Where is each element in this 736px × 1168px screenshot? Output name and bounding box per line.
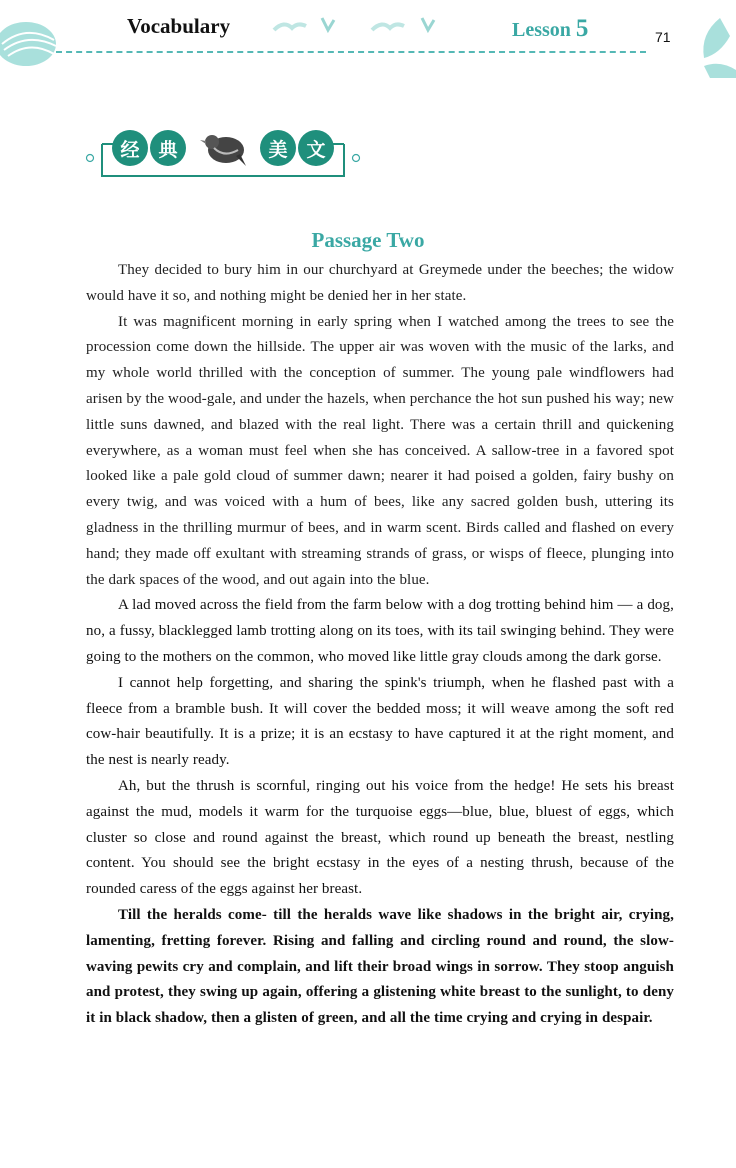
passage-body <box>86 258 674 1032</box>
paragraph: Ah, but the thrush is scornful, ringing out his voice from the hedge! He sets his breast against the mud, models it warm for the turquoise eggs—blue, blue, bluest of eggs, which cluster so close and round against the breast, which round up beneath the breast, nestling content. You should see the bright ecstasy in the eyes of a nesting thrush, because of the rounded caress of the eggs against her breast. <box>86 777 674 898</box>
page-header <box>0 0 736 90</box>
classic-prose-banner <box>84 124 364 184</box>
header-divider <box>56 51 646 53</box>
badge-dian: 典 <box>150 130 186 166</box>
badge-jing: 经 <box>112 130 148 166</box>
lesson-number: 5 <box>575 15 589 42</box>
badge-mei: 美 <box>260 130 296 166</box>
leaf-ornament-icon <box>690 14 736 78</box>
leaf-ornament-icon <box>0 10 64 74</box>
page-number: 71 <box>655 29 671 45</box>
section-title: Vocabulary <box>127 14 231 38</box>
paragraph: A lad moved across the field from the farm below with a dog trotting behind him — a dog, no, a fussy, blacklegged lamb trotting along on its toes, with its tail swinging behind. They were going to the mothers on the common, who moved like little gray clouds among the dark gorse. <box>86 597 674 665</box>
lesson-label: Lesson 5 <box>512 15 589 42</box>
paragraph: It was magnificent morning in early spring when I watched among the trees to see the procession come down the hillside. The upper air was woven with the music of the larks, and my whole world thrilled with the conception of summer. The young pale windflowers had arisen by the wood-gale, and under the hazels, when perchance the hot sun pushed his way; new little suns dawned, and blazed with the real light. There was a certain thrill and quickening everywhere, as a woman must feel when she has conceived. A sallow-tree in a favored spot looked like a pale gold cloud of summer dawn; nearer it had poised a golden, fairy bushy on every twig, and was voiced with a hum of bees, like any sacred golden bush, uttering its gladness in the thrilling murmur of bees, and in warm scent. Birds called and flashed on every hand; they made off exultant with streaming strands of grass, or wisps of fleece, plunging into the dark spaces of the wood, and out again into the blue. <box>86 313 674 588</box>
passage-title: Passage Two <box>311 228 425 252</box>
bird-illustration-icon <box>200 128 248 172</box>
paragraph: Till the heralds come- till the heralds wave like shadows in the bright air, crying, lamenting, fretting forever. Rising and falling and circling round and round, the slow-waving pewits cry and complain, and lift their broad wings in sorrow. They stoop anguish and protest, they swing up again, offering a glistening white breast to the sunlight, to deny it in black shadow, then a glisten of green, and all the time crying and crying in despair. <box>86 906 674 1027</box>
bird-ornament-icon <box>272 12 462 42</box>
paragraph: They decided to bury him in our churchyard at Greymede under the beeches; the widow would have it so, and nothing might be denied her in her state. <box>86 262 674 304</box>
badge-wen: 文 <box>298 130 334 166</box>
paragraph: I cannot help forgetting, and sharing the spink's triumph, when he flashed past with a fleece from a bramble bush. It will cover the bedded moss; it will weave among the soft red cow-hair beautifully. It is a prize; it is an ecstasy to have captured it at the right moment, and the nest is nearly ready. <box>86 674 674 769</box>
